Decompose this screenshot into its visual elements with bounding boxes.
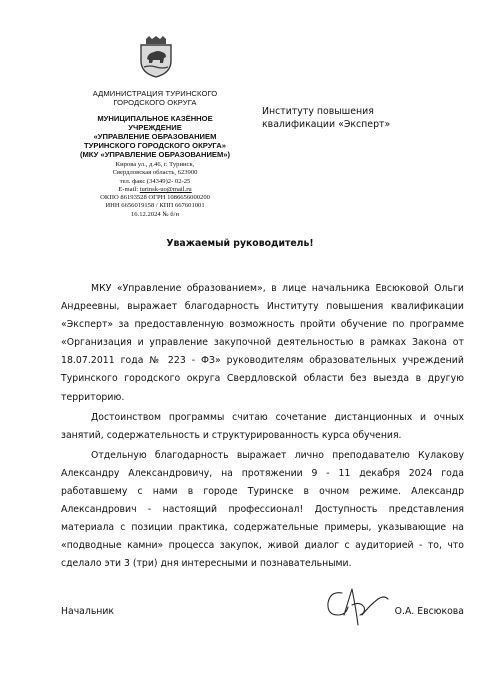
administration-name: АДМИНИСТРАЦИЯ ТУРИНСКОГО ГОРОДСКОГО ОКРУГА: [92, 89, 218, 108]
letter-date-number: 16.12.2024 № б/н: [131, 210, 179, 218]
coat-of-arms-emblem-icon: [138, 36, 174, 78]
recipient-block: Институту повышения квалификации «Эксперт»: [262, 106, 391, 130]
signer-name: О.А. Евсюкова: [394, 606, 464, 617]
institution-name: МУНИЦИПАЛЬНОЕ КАЗЁННОЕ УЧРЕЖДЕНИЕ «УПРАВЛЕНИЕ ОБРАЗОВАНИЕМ ТУРИНСКОГО ГОРОДСКОГО ОКРУГА» (МКУ «УПРАВЛЕНИЕ ОБРАЗОВАНИЕМ»): [79, 113, 231, 160]
paragraph-gratitude: МКУ «Управление образованием», в лице начальника Евсюковой Ольги Андреевны, выражает благодарность Институту повышения квалификации «Эксперт» за предоставленную возможность пройти обучение по программе «Организация и управление закупочной деятельностью в рамках Закона от 18.07.2011 года № 223 - ФЗ» руководителям образовательных учреждений Туринского городского округа Свердловской области без выезда в другую территорию.: [61, 283, 464, 403]
paragraph-teacher: Отдельную благодарность выражает лично преподавателю Кулакову Александру Александровичу, на протяжении 9 - 11 декабря 2024 года работавшему с нами в городе Туринске в очном режиме. Александр Александрович - настоящий профессионал! Доступность представления материала с позиции практика, содержательные примеры, указывающие на «подводные камни» процесса закупок, живой диалог с аудиторией - то, что сделало эти 3 (три) дня интересными и познавательными.: [61, 449, 464, 570]
sender-letterhead: [70, 89, 240, 219]
email-line: E-mail: turinsk-uo@mail.ru: [118, 185, 192, 193]
greeting: Уважаемый руководитель!: [166, 238, 314, 249]
signer-title: Начальник: [61, 606, 115, 617]
letter-body: [61, 280, 464, 574]
paragraph-program: Достоинством программы считаю сочетание дистанционных и очных занятий, содержательность и структурированность курса обучения.: [61, 411, 464, 441]
institution-address: Кирова ул., д.46, г. Туринск, Свердловская область, 623900 тел. факс (34349)2- 02-25 E-mail: turinsk-uo@mail.ru ОКПО 86193528 ОГРН 1086656000200 ИНН 6656019158 / КПП 667601001 16.12.2024 № б/н: [70, 161, 240, 218]
signature-row: [61, 606, 464, 622]
email-link[interactable]: turinsk-uo@mail.ru: [139, 185, 192, 193]
